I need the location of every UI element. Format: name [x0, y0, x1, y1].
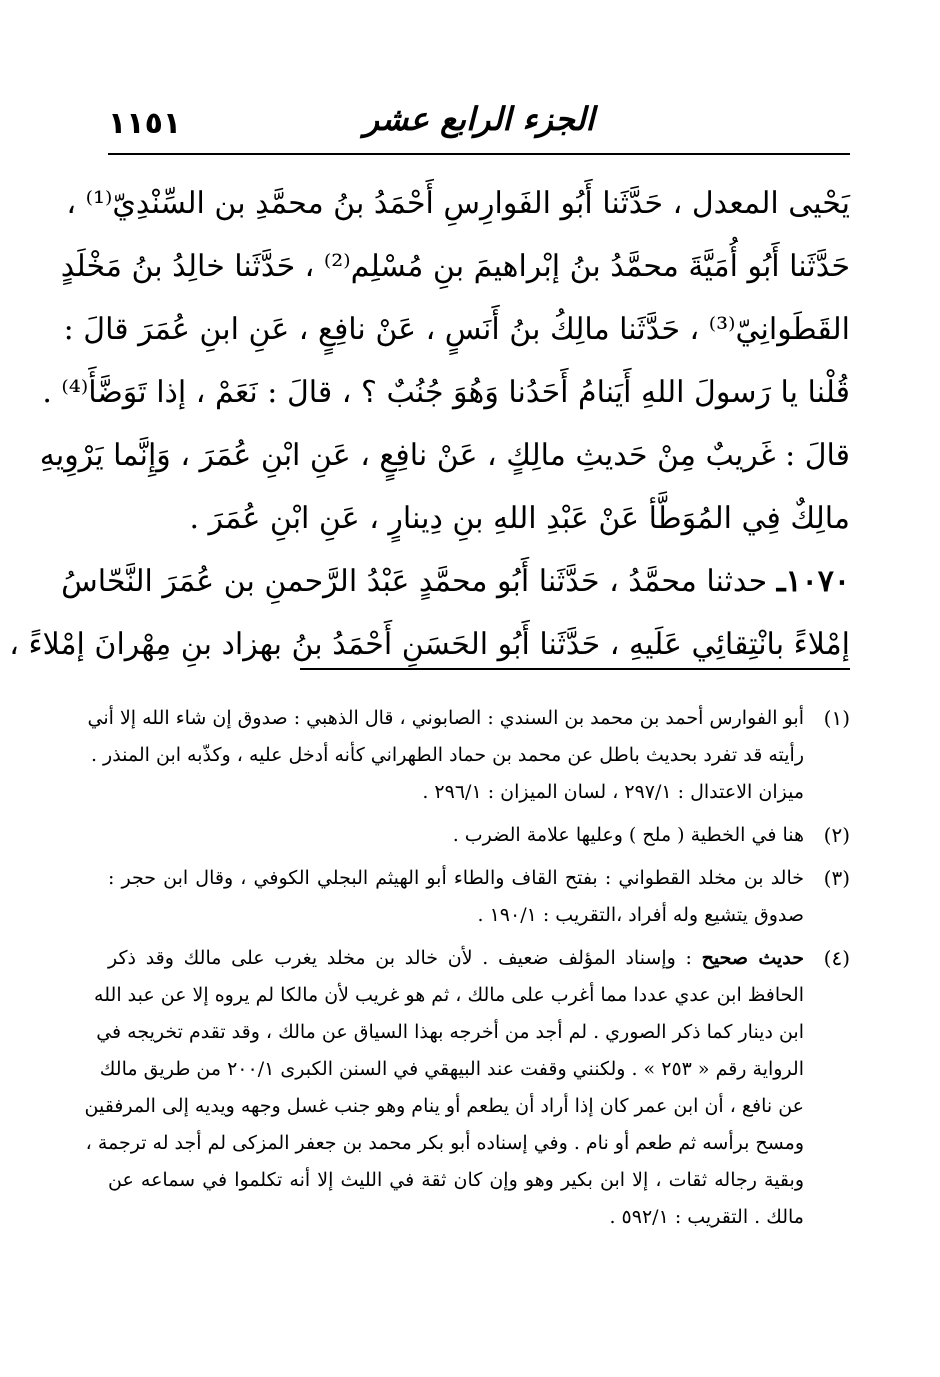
footnote-line: الحافظ ابن عدي عددا مما أغرب على مالك ، ثم هو غريب لأن مالكا لم يروه إلا عن عبد الله [94, 984, 804, 1006]
main-line: القَطَوانِيّ⁽³⁾ ، حَدَّثَنا مالِكُ بنُ أَنَسٍ ، عَنْ نافِعٍ ، عَنِ ابنِ عُمَرَ قالَ : [63, 312, 850, 347]
footnote [87, 700, 850, 811]
main-line: حَدَّثَنا أَبُو أُمَيَّةَ محمَّدُ بنُ إبْراهيمَ بنِ مُسْلِم⁽²⁾ ، حَدَّثَنا خالِدُ بنُ مَخْلَدٍ [60, 249, 850, 284]
footnote-line: ميزان الاعتدال : ٢٩٧/١ ، لسان الميزان : ٢٩٦/١ . [422, 781, 804, 803]
footnote [108, 860, 850, 934]
main-line: قالَ : غَريبٌ مِنْ حَديثِ مالِكٍ ، عَنْ نافِعٍ ، عَنِ ابْنِ عُمَرَ ، وَإِنَّما يَرْوِيهِ [39, 438, 850, 473]
main-text [9, 172, 850, 676]
footnote-lead: حديث صحيح [701, 947, 804, 969]
hadith-text: حدثنا محمَّدُ ، حَدَّثَنا أَبُو محمَّدٍ عَبْدُ الرَّحمنِ بن عُمَرَ النَّحّاسُ [61, 564, 768, 599]
footnote-line: أبو الفوارس أحمد بن محمد بن السندي : الصابوني ، قال الذهبي : صدوق إن شاء الله إلا أني [87, 707, 804, 729]
main-line: إمْلاءً بانْتِقائِي عَلَيهِ ، حَدَّثَنا أَبُو الحَسَنِ أَحْمَدُ بنُ بهزاد بنِ مِهْرانَ إمْلاءً ، [9, 627, 850, 662]
footnote-line: صدوق يتشيع وله أفراد ،التقريب : ١٩٠/١ . [477, 904, 804, 926]
header-rule [108, 153, 850, 155]
footnote-number: (٢) [823, 823, 850, 847]
footnote-line: ومسح برأسه ثم طعم أو نام . وفي إسناده أبو بكر محمد بن جعفر المزكى لم أجد له ترجمة ، [85, 1132, 804, 1154]
footnote-line: وبقية رجاله ثقات ، إلا ابن بكير وهو وإن كان ثقة في الليث إلا أنه تكلموا في سماعه عن [108, 1169, 804, 1191]
footnote-number: (٣) [823, 866, 850, 890]
footnote-separator [300, 668, 850, 670]
footnote-line: هنا في الخطية ( ملح ) وعليها علامة الضرب . [452, 824, 804, 846]
page-number: ١١٥١ [108, 106, 182, 141]
footnote [84, 940, 850, 1236]
footnote-line: عن نافع ، أن ابن عمر كان إذا أراد أن يطعم أو ينام وهو جنب غسل وجهه ويديه إلى المرفقين [84, 1095, 804, 1117]
footnote-line: ابن دينار كما ذكر الصوري . لم أجد من أخرجه بهذا السياق عن مالك ، وقد تقدم تخريجه في [96, 1021, 804, 1043]
hadith-number: ١٠٧٠ـ [776, 564, 850, 599]
footnote-number: (١) [823, 706, 850, 730]
footnote-line-text: : وإسناد المؤلف ضعيف . لأن خالد بن مخلد يغرب على مالك وقد ذكر [108, 947, 702, 969]
footnotes [84, 700, 850, 1242]
footnote-number: (٤) [823, 946, 850, 970]
main-line: قُلْنا يا رَسولَ اللهِ أَيَنامُ أَحَدُنا وَهُوَ جُنُبٌ ؟ ، قالَ : نَعَمْ ، إذا تَوَضَّأَ⁽⁴⁾ . [42, 375, 850, 410]
footnote [108, 817, 850, 854]
main-line: مالِكٌ فِي المُوَطَّأ عَنْ عَبْدِ اللهِ بنِ دِينارٍ ، عَنِ ابْنِ عُمَرَ . [189, 501, 850, 536]
footnote-line [108, 940, 804, 977]
hadith-line [61, 550, 850, 613]
footnote-line: خالد بن مخلد القطواني : بفتح القاف والطاء أبو الهيثم البجلي الكوفي ، وقال ابن حجر : [108, 867, 804, 889]
main-line: يَحْيى المعدل ، حَدَّثَنا أَبُو الفَوارِسِ أَحْمَدُ بنُ محمَّدِ بن السِّنْدِيّ⁽¹⁾ ، [66, 186, 850, 221]
footnote-line: الرواية رقم « ٢٥٣ » . ولكنني وقفت عند البيهقي في السنن الكبرى ٢٠٠/١ من طريق مالك [99, 1058, 804, 1080]
footnote-line: مالك . التقريب : ٥٩٢/١ . [609, 1206, 804, 1228]
page-header [108, 100, 850, 150]
footnote-line: رأيته قد تفرد بحديث باطل عن محمد بن حماد الطهراني كأنه أدخل عليه ، وكذّبه ابن المنذر . [90, 744, 804, 766]
running-title: الجزء الرابع عشر [363, 100, 595, 138]
